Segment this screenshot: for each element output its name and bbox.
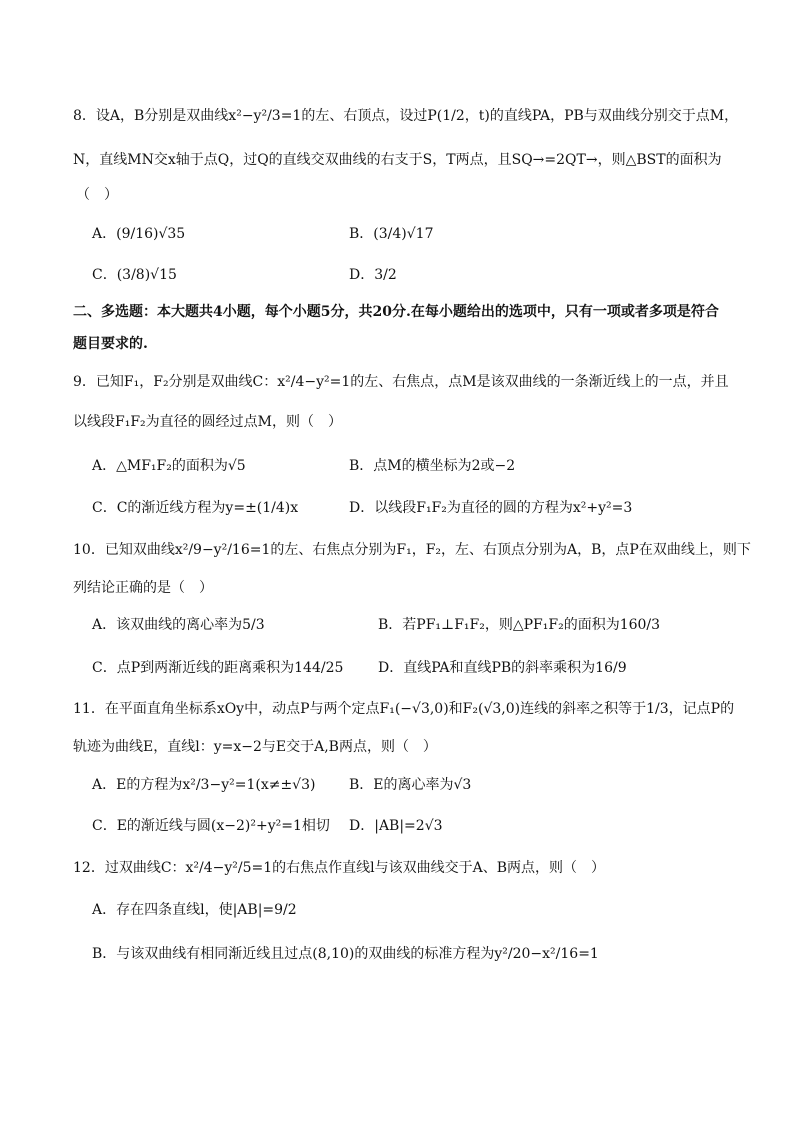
q10-option-b: B．若PF₁⊥F₁F₂，则△PF₁F₂的面积为160/3 xyxy=(378,617,661,633)
q9-option-c: C．C的渐近线方程为y=±(1/4)x xyxy=(92,500,299,516)
q9-option-a: A．△MF₁F₂的面积为√5 xyxy=(92,458,246,474)
q8-option-a: A．(9/16)√35 xyxy=(92,226,186,242)
section2-heading-line1: 二、多选题：本大题共4小题，每个小题5分，共20分.在每小题给出的选项中，只有一项或者多项是符合 xyxy=(73,304,719,320)
q9-option-d: D．以线段F₁F₂为直径的圆的方程为x²+y²=3 xyxy=(349,500,633,516)
q10-option-a: A．该双曲线的离心率为5/3 xyxy=(92,617,265,633)
q8-option-c: C．(3/8)√15 xyxy=(92,267,177,283)
q12-line1: 12．过双曲线C：x²/4−y²/5=1的右焦点作直线l与该双曲线交于A、B两点，则（ ） xyxy=(73,860,606,876)
q8-line2: N，直线MN交x轴于点Q，过Q的直线交双曲线的右支于S，T两点，且SQ→=2QT→，则△BST的面积为 xyxy=(73,152,722,168)
q12-option-b: B．与该双曲线有相同渐近线且过点(8,10)的双曲线的标准方程为y²/20−x²/16=1 xyxy=(92,946,599,962)
q8-line3: （ ） xyxy=(76,187,118,203)
q9-line1: 9．已知F₁，F₂分别是双曲线C：x²/4−y²=1的左、右焦点，点M是该双曲线的一条渐近线上的一点，并且 xyxy=(73,374,729,390)
q8-option-d: D．3/2 xyxy=(349,267,397,283)
q10-line2: 列结论正确的是（ ） xyxy=(73,580,213,596)
q8-line1: 8．设A，B分别是双曲线x²−y²/3=1的左、右顶点，设过P(1/2，t)的直线PA，PB与双曲线分别交于点M， xyxy=(73,108,739,124)
q11-line1: 11．在平面直角坐标系xOy中，动点P与两个定点F₁(−√3,0)和F₂(√3,0)连线的斜率之积等于1/3，记点P的 xyxy=(73,701,735,717)
q11-option-c: C．E的渐近线与圆(x−2)²+y²=1相切 xyxy=(92,818,330,834)
q10-option-c: C．点P到两渐近线的距离乘积为144/25 xyxy=(92,660,344,676)
q11-line2: 轨迹为曲线E，直线l：y=x−2与E交于A,B两点，则（ ） xyxy=(73,739,437,755)
q11-option-b: B．E的离心率为√3 xyxy=(349,777,472,793)
q11-option-d: D．|AB|=2√3 xyxy=(349,818,443,834)
q9-line2: 以线段F₁F₂为直径的圆经过点M，则（ ） xyxy=(73,414,342,430)
q11-option-a: A．E的方程为x²/3−y²=1(x≠±√3) xyxy=(92,777,316,793)
q12-option-a: A．存在四条直线l，使|AB|=9/2 xyxy=(92,902,297,918)
q9-option-b: B．点M的横坐标为2或−2 xyxy=(349,458,516,474)
q8-option-b: B．(3/4)√17 xyxy=(349,226,434,242)
q10-option-d: D．直线PA和直线PB的斜率乘积为16/9 xyxy=(378,660,627,676)
section2-heading-line2: 题目要求的. xyxy=(73,336,148,352)
q10-line1: 10．已知双曲线x²/9−y²/16=1的左、右焦点分别为F₁，F₂，左、右顶点分别为A，B，点P在双曲线上，则下 xyxy=(73,542,751,558)
